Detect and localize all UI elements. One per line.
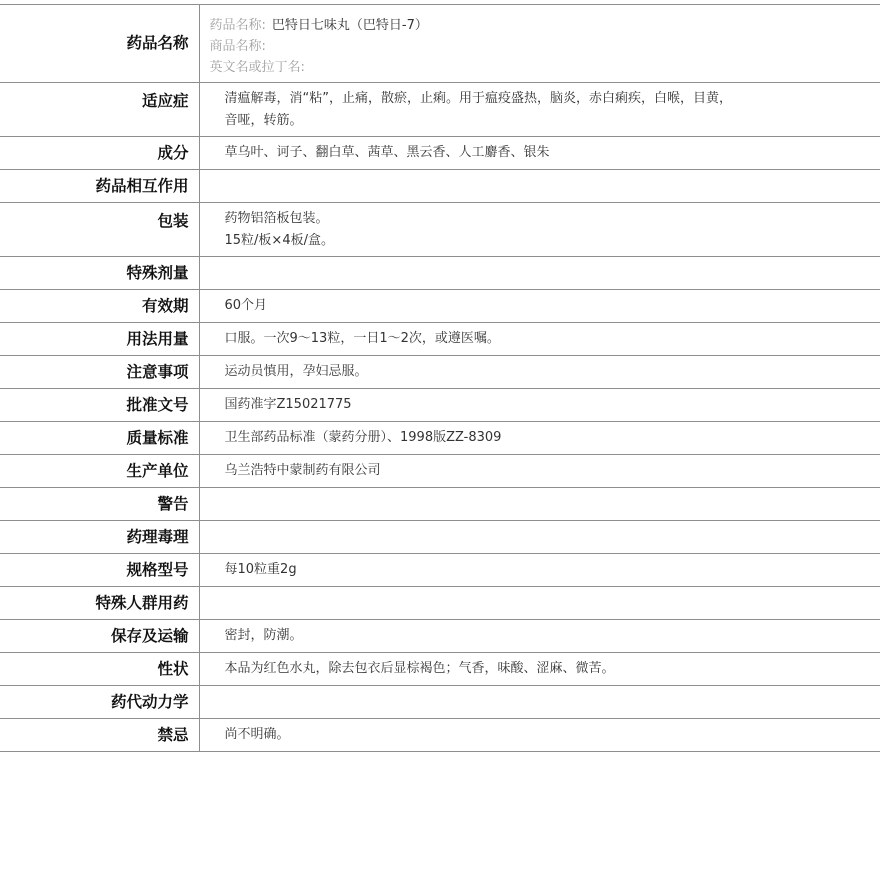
row-shelf-life bbox=[0, 290, 880, 323]
row-label: 药理毒理 bbox=[0, 521, 199, 554]
row-pharmacokinetics bbox=[0, 686, 880, 719]
value-line: 每10粒重2g bbox=[224, 562, 297, 577]
row-label: 保存及运输 bbox=[0, 620, 199, 653]
row-label: 适应症 bbox=[0, 83, 199, 137]
english-name-line bbox=[210, 57, 871, 78]
drug-info-table bbox=[0, 4, 880, 752]
row-value bbox=[199, 137, 880, 170]
row-value bbox=[199, 521, 880, 554]
value-line: 清瘟解毒，消“粘”，止痛，散瘀，止痢。用于瘟疫盛热，脑炎，赤白痢疾，白喉，目黄， bbox=[224, 91, 732, 106]
value-line: 尚不明确。 bbox=[224, 727, 290, 742]
row-value bbox=[199, 389, 880, 422]
row-interactions bbox=[0, 170, 880, 203]
row-manufacturer bbox=[0, 455, 880, 488]
row-value bbox=[199, 170, 880, 203]
row-warning bbox=[0, 488, 880, 521]
row-storage bbox=[0, 620, 880, 653]
row-label: 性状 bbox=[0, 653, 199, 686]
row-value bbox=[199, 356, 880, 389]
value-line: 60个月 bbox=[224, 298, 268, 313]
value-line: 乌兰浩特中蒙制药有限公司 bbox=[224, 463, 381, 478]
row-value bbox=[199, 653, 880, 686]
row-contraindications bbox=[0, 719, 880, 752]
row-label: 生产单位 bbox=[0, 455, 199, 488]
value-line: 运动员慎用，孕妇忌服。 bbox=[224, 364, 368, 379]
row-label: 药品名称 bbox=[0, 5, 199, 83]
row-value bbox=[199, 455, 880, 488]
row-label: 药代动力学 bbox=[0, 686, 199, 719]
row-value bbox=[199, 587, 880, 620]
row-value bbox=[199, 83, 880, 137]
row-description bbox=[0, 653, 880, 686]
row-label: 特殊剂量 bbox=[0, 257, 199, 290]
row-value bbox=[199, 719, 880, 752]
value-line: 国药准字Z15021775 bbox=[224, 397, 352, 412]
value-line: 本品为红色水丸，除去包衣后显棕褐色；气香，味酸、涩麻、微苦。 bbox=[224, 661, 615, 676]
row-value bbox=[199, 554, 880, 587]
row-label: 用法用量 bbox=[0, 323, 199, 356]
value-line: 卫生部药品标准（蒙药分册）、1998版ZZ-8309 bbox=[224, 430, 502, 445]
row-pharmacology bbox=[0, 521, 880, 554]
row-label: 禁忌 bbox=[0, 719, 199, 752]
row-special-dosage bbox=[0, 257, 880, 290]
drug-name-values bbox=[199, 5, 880, 83]
value-line: 密封，防潮。 bbox=[224, 628, 303, 643]
row-dosage bbox=[0, 323, 880, 356]
row-specification bbox=[0, 554, 880, 587]
trade-name-key: 商品名称: bbox=[209, 39, 266, 54]
trade-name-line bbox=[210, 36, 871, 57]
row-value bbox=[199, 323, 880, 356]
generic-name-line bbox=[210, 15, 871, 36]
value-line: 口服。一次9～13粒，一日1～2次，或遵医嘱。 bbox=[224, 331, 500, 346]
row-indications bbox=[0, 83, 880, 137]
value-line: 药物铝箔板包装。 bbox=[224, 211, 329, 226]
row-special-populations bbox=[0, 587, 880, 620]
generic-name-key: 药品名称: bbox=[209, 18, 266, 33]
row-approval-number bbox=[0, 389, 880, 422]
row-value bbox=[199, 620, 880, 653]
value-line: 15粒/板×4板/盒。 bbox=[224, 233, 334, 248]
row-label: 成分 bbox=[0, 137, 199, 170]
row-precautions bbox=[0, 356, 880, 389]
row-value bbox=[199, 488, 880, 521]
row-label: 药品相互作用 bbox=[0, 170, 199, 203]
value-line: 草乌叶、诃子、翻白草、茜草、黑云香、人工麝香、银朱 bbox=[224, 145, 550, 160]
row-value bbox=[199, 290, 880, 323]
row-label: 质量标准 bbox=[0, 422, 199, 455]
row-label: 警告 bbox=[0, 488, 199, 521]
row-value bbox=[199, 686, 880, 719]
row-label: 有效期 bbox=[0, 290, 199, 323]
generic-name-value: 巴特日七味丸（巴特日-7） bbox=[271, 18, 428, 33]
row-value bbox=[199, 203, 880, 257]
row-packaging bbox=[0, 203, 880, 257]
value-line: 音哑，转筋。 bbox=[224, 113, 303, 128]
row-label: 注意事项 bbox=[0, 356, 199, 389]
row-drug-name bbox=[0, 5, 880, 83]
row-label: 批准文号 bbox=[0, 389, 199, 422]
row-quality-standard bbox=[0, 422, 880, 455]
row-value bbox=[199, 257, 880, 290]
row-ingredients bbox=[0, 137, 880, 170]
english-name-key: 英文名或拉丁名: bbox=[209, 60, 305, 75]
row-label: 包装 bbox=[0, 203, 199, 257]
row-label: 规格型号 bbox=[0, 554, 199, 587]
row-label: 特殊人群用药 bbox=[0, 587, 199, 620]
row-value bbox=[199, 422, 880, 455]
